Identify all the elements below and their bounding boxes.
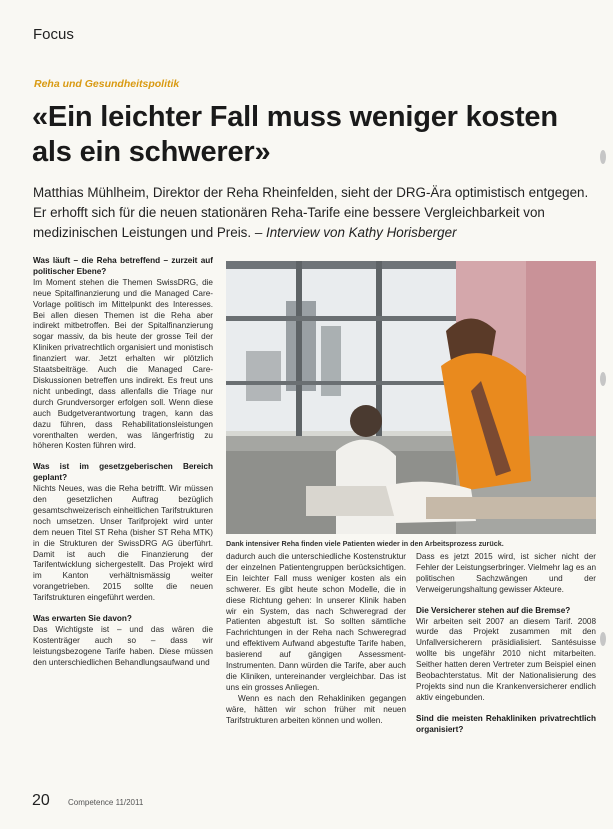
- rehab-scene-illustration: [226, 261, 596, 534]
- question-3: Was erwarten Sie davon?: [33, 614, 132, 624]
- answer-2: Nichts Neues, was die Reha betrifft. Wir müssen den gesetzlichen Auftrag bezüglich gesamtschweizerisch einheitlichen Tarifstrukturen noch umsetzen. Unser Tarifprojekt wird unter dem neuen Titel ST Reha (bisher ST Reha MTK) in die Strukturen der SwissDRG AG überführt. Damit ist auch die Finanzierung der Tarifentwicklung sichergestellt. Das Projekt wird im Kanton verhältnismässig weiter vorangetrieben. 2015 sollte die neuen Tarifstrukturen eingeführt werden.: [33, 484, 213, 603]
- section-title: Focus: [33, 26, 74, 43]
- answer-3-continued-2: Wenn es nach den Rehakliniken gegangen wäre, hätten wir schon früher mit neuen Tarifstrukturen arbeiten können und wollen.: [226, 693, 406, 725]
- answer-3: Das Wichtigste ist – und das wären die Kostenträger auch so – dass wir leistungsbezogene Tarife haben. Diese müssen den unterschiedlichen Behandlungsaufwand und: [33, 625, 213, 667]
- scan-mark: [600, 632, 606, 646]
- question-1: Was läuft – die Reha betreffend – zurzeit auf politischer Ebene?: [33, 256, 213, 276]
- article-lead: [33, 183, 593, 243]
- text-column-1: [33, 256, 213, 669]
- article-photo: [226, 261, 596, 534]
- journal-name: Competence 11/2011: [68, 798, 144, 807]
- scan-mark: [600, 372, 606, 386]
- question-5: Sind die meisten Rehakliniken privatrechtlich organisiert?: [416, 713, 596, 734]
- answer-3-continued: dadurch auch die unterschiedliche Kostenstruktur der einzelnen Patientengruppen berücksichtigen. Ein leichter Fall muss weniger kosten als ein schwerer. Es gibt heute schon Modelle, die in diese Richtung gehen: In unserer Klinik haben wir ein System, das nach Schweregrad der Patienten abgestuft ist. So sollten sämtliche Fachrichtungen in der Reha nach Schweregrad und effektivem Aufwand abgestufte Tarife haben, basierend auf gängigen Assessment-Instrumenten. Dann würden die Tarife, aber auch die Kliniken, untereinander vergleichbar. Das ist uns ein grosses Anliegen.: [226, 552, 406, 692]
- scan-mark: [600, 150, 606, 164]
- answer-4: Wir arbeiten seit 2007 an diesem Tarif. 2008 wurde das Projekt zusammen mit den Unfallversicherern präsidialisiert. Santésuisse wollte bis ungefähr 2010 nicht mitarbeiten. Seither hatten deren Vertreter zum Beispiel einen Beobachterstatus. Mit der Nationalisierung des Projekts sind nun die Krankenversicherer endlich aktiv eingebunden.: [416, 616, 596, 702]
- answer-3-continued-3: Dass es jetzt 2015 wird, ist sicher nicht der Fehler der Leistungserbringer. Vielmehr lag es an politischen Sachzwängen und der Verweigerungshaltung gewisser Akteure.: [416, 552, 596, 594]
- text-column-3: [416, 552, 596, 736]
- photo-caption: Dank intensiver Reha finden viele Patienten wieder in den Arbeitsprozess zurück.: [226, 539, 504, 548]
- page-number: 20: [32, 792, 50, 809]
- question-2: Was ist im gesetzgeberischen Bereich geplant?: [33, 462, 213, 483]
- answer-1: Im Moment stehen die Themen SwissDRG, die neue Spitalfinanzierung und die Managed Care-Vorlage politisch im Mittelpunkt des Interesses. Bei allen diesen Themen ist die Reha aber indirekt mitbetroffen. Bei der Spitalfinanzierung sogar massiv, da bis heute der grosse Teil der Kliniken privatrechtlich organisiert und monistisch finanziert war. Jetzt erhalten wir plötzlich Staatsbeiträge. Auch die Managed Care-Diskussionen betreffen uns indirekt. Es freut uns nicht unbedingt, dass allenfalls die Triage nur durch Grundversorger erfolgen soll. Wenn diese auch Budgetverantwortung tragen, kann das dazu führen, dass Rehabilitationsleistungen vorenthalten werden, was längerfristig zu höheren Kosten führen wird.: [33, 277, 213, 451]
- text-column-2: [226, 552, 406, 727]
- article-kicker: Reha und Gesundheitspolitik: [34, 78, 180, 90]
- lead-text: Matthias Mühlheim, Direktor der Reha Rheinfelden, sieht der DRG-Ära optimistisch entgegen. Er erhofft sich für die neuen stationären Reha-Tarife eine bessere Vergleichbarkeit von medizinischen Leistungen und Preis.: [33, 185, 589, 240]
- article-headline: «Ein leichter Fall muss weniger kosten als ein schwerer»: [32, 101, 558, 168]
- lead-author: – Interview von Kathy Horisberger: [251, 225, 457, 240]
- question-4: Die Versicherer stehen auf die Bremse?: [416, 605, 571, 615]
